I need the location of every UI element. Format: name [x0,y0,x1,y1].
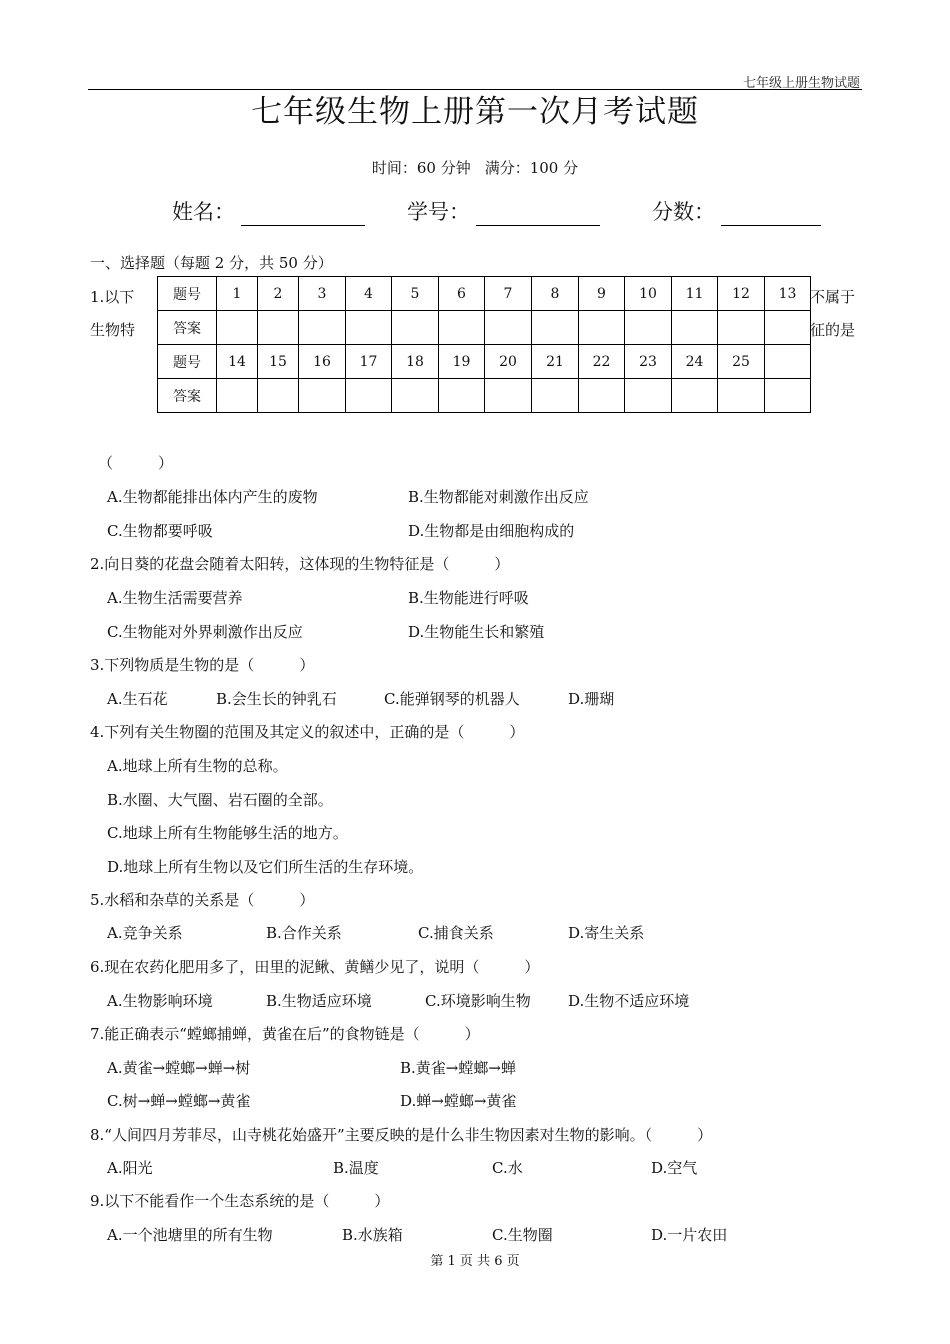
question-line: B.生物都能对刺激作出反应 [408,488,589,506]
question-line: A.地球上所有生物的总称。 [107,757,288,775]
question-line: C.地球上所有生物能够生活的地方。 [107,824,348,842]
grid-question-number: 23 [625,345,672,379]
grid-answer-cell[interactable] [718,379,765,413]
exam-time: 时间：60 分钟 [371,159,471,177]
grid-question-number: 2 [258,277,299,311]
grid-answer-cell[interactable] [258,311,299,345]
grid-answer-cell[interactable] [625,379,672,413]
grid-answer-cell[interactable] [532,379,579,413]
question-line: 5.水稻和杂草的关系是（ ） [90,891,315,909]
question-line: D.蝉→螳螂→黄雀 [400,1092,517,1110]
grid-question-number: 21 [532,345,579,379]
grid-question-number: 19 [439,345,485,379]
grid-question-number: 20 [485,345,532,379]
question-line: C.捕食关系 [418,924,494,942]
grid-answer-row [158,379,811,413]
question-line: A.生石花 [107,690,168,708]
question-line: A.黄雀→螳螂→蝉→树 [107,1059,251,1077]
q1-fragment-right-top: 不属于 [810,288,856,306]
question-line: B.黄雀→螳螂→蝉 [400,1059,516,1077]
section-heading: 一、选择题（每题 2 分，共 50 分） [90,254,333,272]
name-field [172,196,365,226]
question-line: B.会生长的钟乳石 [216,690,337,708]
grid-answer-cell[interactable] [346,379,392,413]
grid-number-label: 题号 [158,277,217,311]
name-label: 姓名： [172,200,235,224]
grid-question-number: 12 [718,277,765,311]
grid-question-number: 16 [299,345,346,379]
question-line: C.生物能对外界刺激作出反应 [107,623,303,641]
grid-question-number: 14 [217,345,258,379]
grid-question-number: 24 [672,345,718,379]
student-id-blank[interactable] [476,203,600,226]
grid-question-number: 9 [579,277,625,311]
grid-answer-cell[interactable] [532,311,579,345]
question-line: C.水 [492,1159,523,1177]
grid-answer-cell[interactable] [485,311,532,345]
question-line: D.生物都是由细胞构成的 [408,522,575,540]
question-line: D.生物能生长和繁殖 [408,623,545,641]
question-line: 6.现在农药化肥用多了，田里的泥鳅、黄鳝少见了，说明（ ） [90,958,540,976]
grid-answer-cell[interactable] [217,311,258,345]
grid-answer-cell[interactable] [765,379,811,413]
grid-answer-cell[interactable] [765,311,811,345]
grid-answer-cell[interactable] [439,311,485,345]
question-line: D.地球上所有生物以及它们所生活的生存环境。 [107,858,424,876]
grid-question-number: 17 [346,345,392,379]
grid-question-number: 15 [258,345,299,379]
q1-fragment-right-bottom: 征的是 [810,321,856,339]
grid-number-row [158,345,811,379]
question-line: B.生物能进行呼吸 [408,589,529,607]
q1-fragment-left-top: 1.以下 [90,288,135,306]
grid-answer-cell[interactable] [217,379,258,413]
score-field [652,196,821,226]
grid-question-number: 5 [392,277,439,311]
question-line: D.一片农田 [651,1226,728,1244]
grid-question-number: 25 [718,345,765,379]
question-line: 8.“人间四月芳菲尽，山寺桃花始盛开”主要反映的是什么非生物因素对生物的影响。（ ） [90,1126,713,1144]
question-line: A.一个池塘里的所有生物 [107,1226,273,1244]
grid-answer-cell[interactable] [485,379,532,413]
grid-answer-label: 答案 [158,379,217,413]
question-line: C.环境影响生物 [425,992,531,1010]
question-line: 7.能正确表示“螳螂捕蝉，黄雀在后”的食物链是（ ） [90,1025,480,1043]
grid-answer-cell[interactable] [392,311,439,345]
grid-answer-cell[interactable] [392,379,439,413]
question-line: B.生物适应环境 [266,992,372,1010]
grid-question-number: 4 [346,277,392,311]
question-line: C.树→蝉→螳螂→黄雀 [107,1092,251,1110]
question-line: 4.下列有关生物圈的范围及其定义的叙述中，正确的是（ ） [90,723,525,741]
question-line: A.生物生活需要营养 [107,589,243,607]
question-line: A.竞争关系 [107,924,183,942]
grid-answer-row [158,311,811,345]
question-line: D.寄生关系 [568,924,645,942]
question-line: B.温度 [333,1159,379,1177]
question-line: D.空气 [651,1159,698,1177]
exam-subtitle [0,157,950,178]
question-line: B.水圈、大气圈、岩石圈的全部。 [107,791,333,809]
grid-number-row [158,277,811,311]
score-blank[interactable] [721,203,821,226]
grid-answer-cell[interactable] [718,311,765,345]
grid-question-number: 7 [485,277,532,311]
exam-full-score: 满分：100 分 [484,159,579,177]
grid-question-number: 13 [765,277,811,311]
grid-answer-cell[interactable] [625,311,672,345]
answer-grid [157,276,811,413]
question-line: D.生物不适应环境 [568,992,690,1010]
grid-question-number [765,345,811,379]
grid-question-number: 11 [672,277,718,311]
question-line: A.阳光 [107,1159,153,1177]
student-id-field [407,196,600,226]
name-blank[interactable] [241,203,365,226]
grid-question-number: 22 [579,345,625,379]
grid-answer-cell[interactable] [672,311,718,345]
question-line: （ ） [98,454,174,472]
score-label: 分数： [652,200,715,224]
question-line: A.生物都能排出体内产生的废物 [107,488,318,506]
q1-fragment-left-bottom: 生物特 [90,321,136,339]
grid-answer-cell[interactable] [299,311,346,345]
student-id-label: 学号： [407,200,470,224]
grid-question-number: 1 [217,277,258,311]
question-line: 3.下列物质是生物的是（ ） [90,656,315,674]
grid-answer-cell[interactable] [346,311,392,345]
question-line: D.珊瑚 [568,690,615,708]
grid-question-number: 6 [439,277,485,311]
question-line: 2.向日葵的花盘会随着太阳转，这体现的生物特征是（ ） [90,555,510,573]
grid-answer-cell[interactable] [258,379,299,413]
grid-answer-label: 答案 [158,311,217,345]
grid-question-number: 3 [299,277,346,311]
grid-answer-cell[interactable] [579,311,625,345]
grid-question-number: 18 [392,345,439,379]
grid-answer-cell[interactable] [299,379,346,413]
question-line: B.水族箱 [342,1226,403,1244]
question-line: B.合作关系 [266,924,342,942]
page-title: 七年级生物上册第一次月考试题 [251,94,699,130]
question-line: 9.以下不能看作一个生态系统的是（ ） [90,1192,390,1210]
grid-answer-cell[interactable] [579,379,625,413]
page-footer: 第 1 页 共 6 页 [430,1254,520,1269]
question-line: C.能弹钢琴的机器人 [384,690,520,708]
grid-question-number: 10 [625,277,672,311]
question-line: C.生物都要呼吸 [107,522,213,540]
grid-answer-cell[interactable] [439,379,485,413]
running-header: 七年级上册生物试题 [742,76,860,91]
grid-answer-cell[interactable] [672,379,718,413]
question-line: C.生物圈 [492,1226,553,1244]
grid-question-number: 8 [532,277,579,311]
question-line: A.生物影响环境 [107,992,213,1010]
grid-number-label: 题号 [158,345,217,379]
